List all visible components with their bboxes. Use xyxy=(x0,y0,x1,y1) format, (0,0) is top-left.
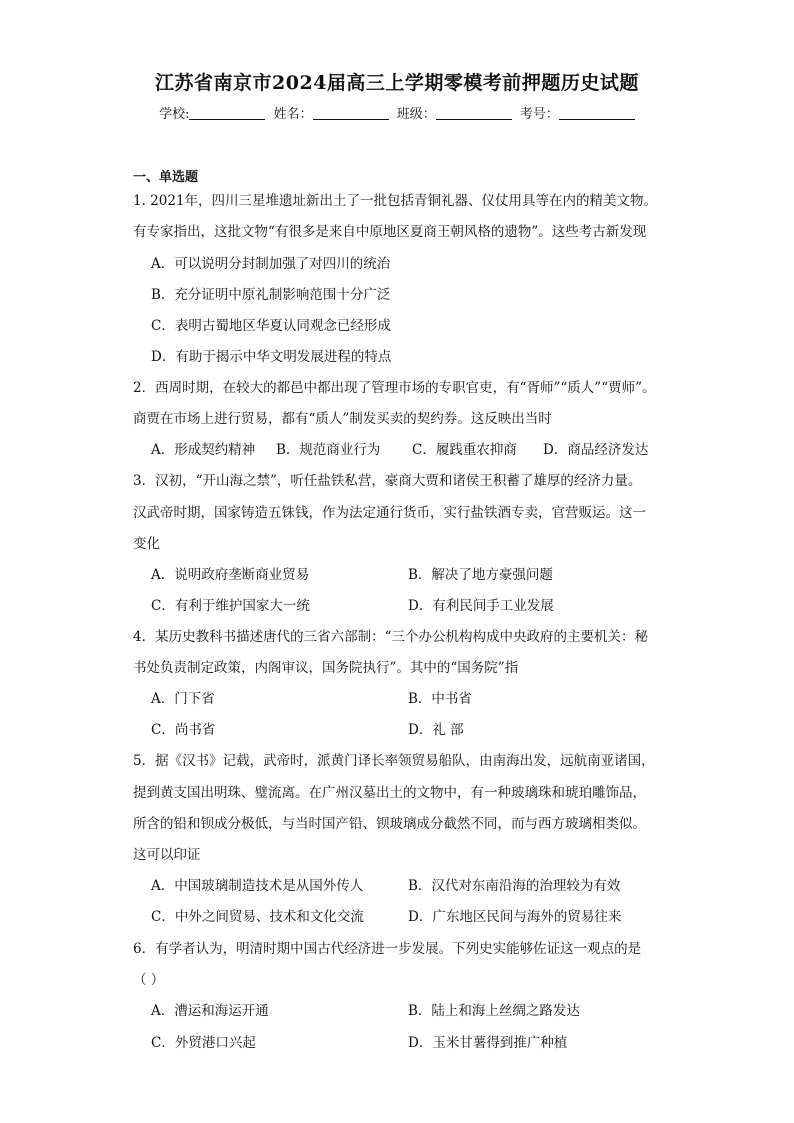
q3-option-b[interactable]: B．解决了地方豪强问题 xyxy=(408,567,553,583)
name-label: 姓名： xyxy=(273,107,313,122)
q5-option-b[interactable]: B．汉代对东南沿海的治理较为有效 xyxy=(408,878,621,894)
exam-number-blank[interactable] xyxy=(559,107,635,120)
q5-stem-line: 这可以印证 xyxy=(133,847,201,863)
q4-stem-line: 4．某历史教科书描述唐代的三省六部制：“三个办公机构构成中央政府的主要机关：秘 xyxy=(133,629,648,645)
q1-option-c[interactable]: C．表明古蜀地区华夏认同观念已经形成 xyxy=(151,318,391,334)
exam-title: 江苏省南京市2024届高三上学期零模考前押题历史试题 xyxy=(155,72,639,94)
school-field[interactable] xyxy=(159,103,265,122)
q5-option-c[interactable]: C．中外之间贸易、技术和文化交流 xyxy=(151,909,364,925)
name-field[interactable] xyxy=(274,103,389,122)
q4-option-b[interactable]: B．中书省 xyxy=(408,691,472,707)
q4-option-d[interactable]: D．礼 部 xyxy=(408,722,464,738)
q2-option-a[interactable]: A．形成契约精神 xyxy=(151,442,256,458)
q4-option-c[interactable]: C．尚书省 xyxy=(151,722,216,738)
q2-option-d[interactable]: D．商品经济发达 xyxy=(543,442,649,458)
school-label: 学校: xyxy=(159,107,190,122)
q3-option-a[interactable]: A．说明政府垄断商业贸易 xyxy=(151,567,310,583)
q3-option-c[interactable]: C．有利于维护国家大一统 xyxy=(151,598,310,614)
q2-option-c[interactable]: C．履践重农抑商 xyxy=(412,442,517,458)
q4-option-a[interactable]: A．门下省 xyxy=(151,691,215,707)
q5-stem-line: 所含的铅和钡成分极低，与当时国产铅、钡玻璃成分截然不同，而与西方玻璃相类似。 xyxy=(133,816,646,832)
q3-option-d[interactable]: D．有利民间手工业发展 xyxy=(408,598,554,614)
q6-option-d[interactable]: D．玉米甘薯得到推广种植 xyxy=(408,1035,568,1051)
class-field[interactable] xyxy=(397,103,512,122)
exam-number-field[interactable] xyxy=(520,103,635,122)
q4-stem-line: 书处负责制定政策，内阁审议，国务院执行”。其中的“国务院”指 xyxy=(133,660,519,676)
q6-option-a[interactable]: A．漕运和海运开通 xyxy=(151,1003,269,1019)
q1-option-b[interactable]: B．充分证明中原礼制影响范围十分广泛 xyxy=(151,287,391,303)
q6-option-c[interactable]: C．外贸港口兴起 xyxy=(151,1035,256,1051)
q6-stem-line: （ ） xyxy=(133,972,165,988)
student-info-line xyxy=(0,103,794,122)
q3-stem-line: 变化 xyxy=(133,536,160,552)
q1-stem-line: 1. 2021年，四川三星堆遗址新出土了一批包括青铜礼器、仪仗用具等在内的精美文物。 xyxy=(133,193,658,209)
q5-option-d[interactable]: D．广东地区民间与海外的贸易往来 xyxy=(408,909,622,925)
section-heading: 一、单选题 xyxy=(133,170,199,185)
q2-option-b[interactable]: B．规范商业行为 xyxy=(276,442,381,458)
exam-number-label: 考号： xyxy=(519,107,559,122)
q5-stem-line: 5．据《汉书》记载，武帝时，派黄门译长率领贸易船队，由南海出发，远航南亚诸国， xyxy=(133,753,655,769)
q2-stem-line: 2．西周时期，在较大的都邑中都出现了管理市场的专职官吏，有“胥师”“质人”“贾师”。 xyxy=(133,380,656,396)
class-blank[interactable] xyxy=(436,107,512,120)
q6-stem-line: 6．有学者认为，明清时期中国古代经济进一步发展。下列史实能够佐证这一观点的是 xyxy=(133,941,642,957)
q3-stem-line: 3．汉初，“开山海之禁”，听任盐铁私营，豪商大贾和诸侯王积蓄了雄厚的经济力量。 xyxy=(133,473,642,489)
q1-option-d[interactable]: D．有助于揭示中华文明发展进程的特点 xyxy=(151,349,392,365)
class-label: 班级： xyxy=(396,107,436,122)
school-blank[interactable] xyxy=(189,107,265,120)
q1-option-a[interactable]: A．可以说明分封制加强了对四川的统治 xyxy=(151,256,391,272)
q5-option-a[interactable]: A．中国玻璃制造技术是从国外传人 xyxy=(151,878,364,894)
q2-stem-line: 商贾在市场上进行贸易，都有“质人”制发买卖的契约券。这反映出当时 xyxy=(133,411,552,427)
q1-stem-line: 有专家指出，这批文物“有很多是来自中原地区夏商王朝风格的遗物”。这些考古新发现 xyxy=(133,224,647,240)
q3-stem-line: 汉武帝时期，国家铸造五铢钱，作为法定通行货币，实行盐铁酒专卖，官营贩运。这一 xyxy=(133,505,646,521)
q6-option-b[interactable]: B．陆上和海上丝绸之路发达 xyxy=(408,1003,580,1019)
q5-stem-line: 提到黄支国出明珠、璧流离。在广州汉墓出土的文物中，有一种玻璃珠和琥珀雕饰品， xyxy=(133,785,646,801)
name-blank[interactable] xyxy=(313,107,389,120)
